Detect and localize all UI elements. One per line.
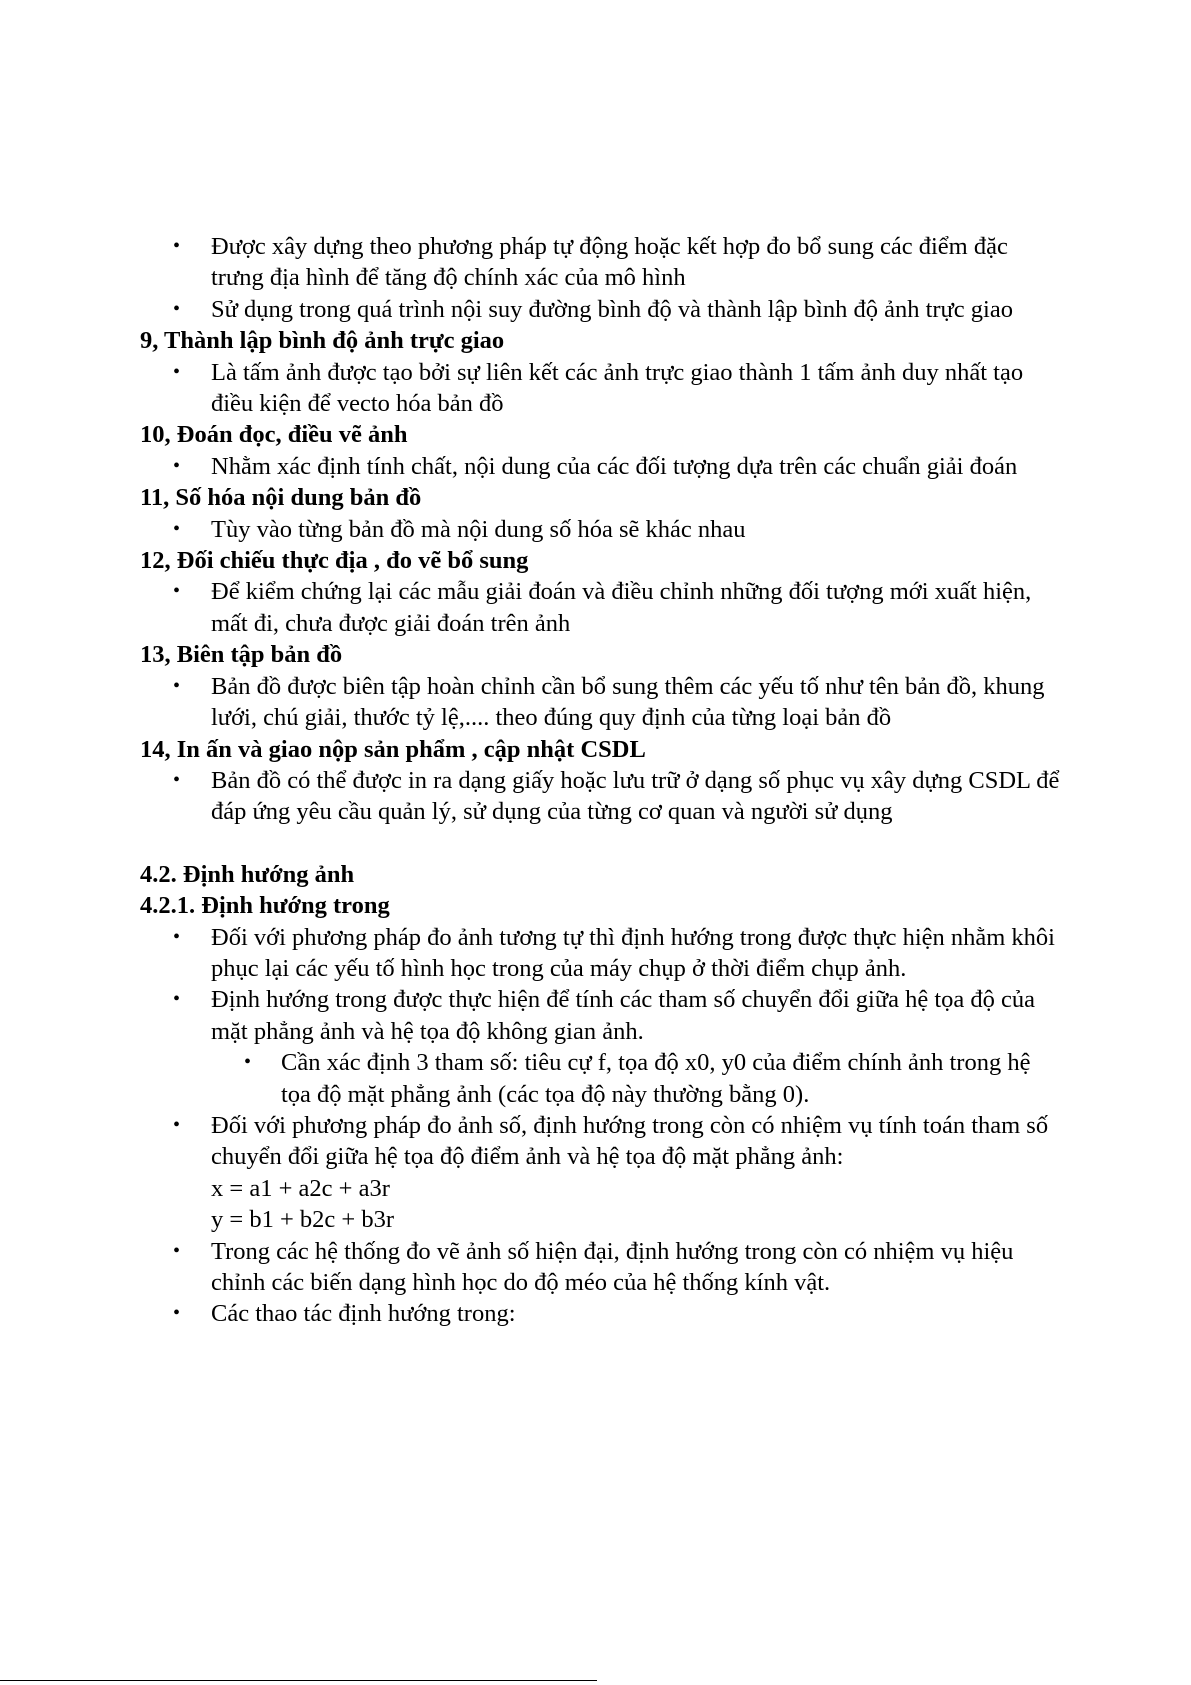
section-heading: 12, Đối chiếu thực địa , đo vẽ bổ sung (140, 547, 529, 575)
list-item: • Bản đồ được biên tập hoàn chỉnh cần bổ sung thêm các yếu tố như tên bản đồ, khung lưới, chú giải, thước tỷ lệ,.... theo đúng quy định của từng loại bản đồ (140, 671, 1060, 734)
list-item: • Để kiểm chứng lại các mẫu giải đoán và điều chỉnh những đối tượng mới xuất hiện, mất đi, chưa được giải đoán trên ảnh (140, 576, 1060, 639)
list-item: • Nhằm xác định tính chất, nội dung của các đối tượng dựa trên các chuẩn giải đoán (140, 451, 1060, 482)
list-item: • Là tấm ảnh được tạo bởi sự liên kết các ảnh trực giao thành 1 tấm ảnh duy nhất tạo điều kiện để vecto hóa bản đồ (140, 357, 1060, 420)
list-item: • Đối với phương pháp đo ảnh tương tự thì định hướng trong được thực hiện nhằm khôi phục lại các yếu tố hình học trong của máy chụp ở thời điểm chụp ảnh. (140, 922, 1060, 985)
sub-list-item: • Cần xác định 3 tham số: tiêu cự f, tọa độ x0, y0 của điểm chính ảnh trong hệ tọa độ mặt phẳng ảnh (các tọa độ này thường bằng 0). (140, 1047, 1060, 1110)
section-heading: 13, Biên tập bản đồ (140, 641, 343, 669)
list-item: • Bản đồ có thể được in ra dạng giấy hoặc lưu trữ ở dạng số phục vụ xây dựng CSDL để đáp ứng yêu cầu quản lý, sử dụng của từng cơ quan và người sử dụng (140, 765, 1060, 828)
section-heading: 9, Thành lập bình độ ảnh trực giao (140, 327, 505, 355)
list-item: • Đối với phương pháp đo ảnh số, định hướng trong còn có nhiệm vụ tính toán tham số chuyển đổi giữa hệ tọa độ điểm ảnh và hệ tọa độ mặt phẳng ảnh: (140, 1110, 1060, 1173)
list-item: • Sử dụng trong quá trình nội suy đường bình độ và thành lập bình độ ảnh trực giao (140, 294, 1060, 325)
list-item: • Các thao tác định hướng trong: (140, 1298, 1060, 1329)
bullet-list (140, 231, 1060, 325)
document-body (140, 231, 1060, 1330)
formula-line: x = a1 + a2c + a3r (211, 1174, 390, 1202)
section-heading: 11, Số hóa nội dung bản đồ (140, 484, 422, 512)
list-item: • Định hướng trong được thực hiện để tính các tham số chuyển đổi giữa hệ tọa độ của mặt phẳng ảnh và hệ tọa độ không gian ảnh. (140, 984, 1060, 1047)
list-item: • Trong các hệ thống đo vẽ ảnh số hiện đại, định hướng trong còn có nhiệm vụ hiệu chỉnh các biến dạng hình học do độ méo của hệ thống kính vật. (140, 1236, 1060, 1299)
paragraph-spacer (140, 828, 1060, 859)
section-heading: 14, In ấn và giao nộp sản phẩm , cập nhật CSDL (140, 735, 646, 763)
subsection-heading: 4.2.1. Định hướng trong (140, 892, 390, 920)
chapter-heading: 4.2. Định hướng ảnh (140, 860, 355, 888)
list-item: • Được xây dựng theo phương pháp tự động hoặc kết hợp đo bổ sung các điểm đặc trưng địa hình để tăng độ chính xác của mô hình (140, 231, 1060, 294)
list-item: • Tùy vào từng bản đồ mà nội dung số hóa sẽ khác nhau (140, 514, 1060, 545)
section-heading: 10, Đoán đọc, điều vẽ ảnh (140, 421, 408, 449)
formula-line: y = b1 + b2c + b3r (211, 1206, 394, 1234)
footer-divider (0, 1680, 597, 1681)
